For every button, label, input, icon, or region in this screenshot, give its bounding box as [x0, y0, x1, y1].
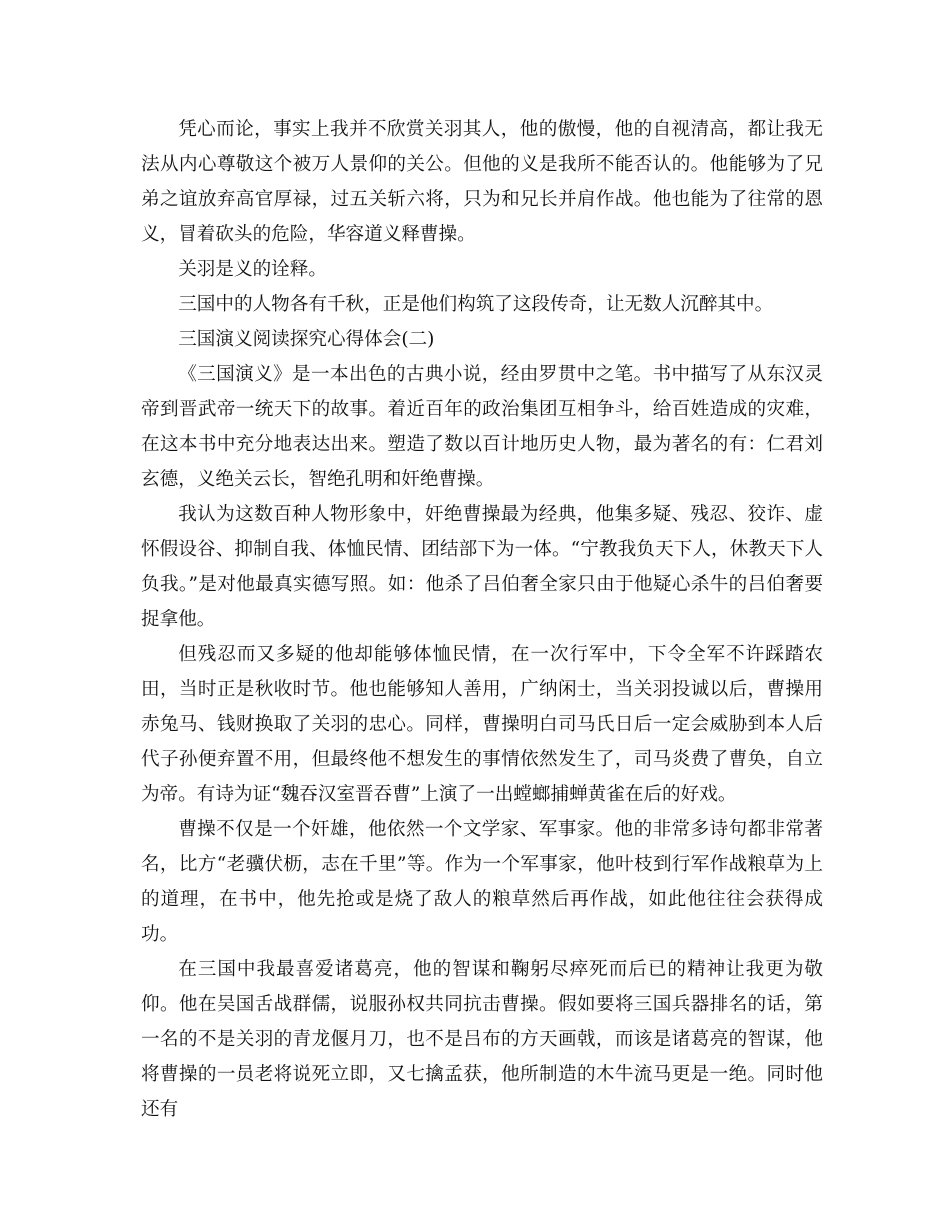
document-body: [141, 112, 823, 1127]
section-heading: 三国演义阅读探究心得体会(二): [178, 329, 435, 350]
paragraph: 在三国中我最喜爱诸葛亮，他的智谋和鞠躬尽瘁死而后已的精神让我更为敬仰。他在吴国舌战群儒，说服孙权共同抗击曹操。假如要将三国兵器排名的话，第一名的不是关羽的青龙偃月刀，也不是吕布的方天画戟，而该是诸葛亮的智谋，他将曹操的一员老将说死立即，又七擒孟获，他所制造的木牛流马更是一绝。同时他还有: [141, 959, 823, 1120]
paragraph: 凭心而论，事实上我并不欣赏关羽其人，他的傲慢，他的自视清高，都让我无法从内心尊敬这个被万人景仰的关公。但他的义是我所不能否认的。他能够为了兄弟之谊放弃高官厚禄，过五关斩六将，只为和兄长并肩作战。他也能为了往常的恩义，冒着砍头的危险，华容道义释曹操。: [141, 119, 823, 245]
paragraph: 《三国演义》是一本出色的古典小说，经由罗贯中之笔。书中描写了从东汉灵帝到晋武帝一统天下的故事。着近百年的政治集团互相争斗，给百姓造成的灾难，在这本书中充分地表达出来。塑造了数以百计地历史人物，最为著名的有：仁君刘玄德，义绝关云长，智绝孔明和奸绝曹操。: [141, 364, 823, 490]
paragraph: 三国中的人物各有千秋，正是他们构筑了这段传奇，让无数人沉醉其中。: [178, 294, 774, 315]
paragraph: 关羽是义的诠释。: [178, 259, 327, 280]
paragraph: 曹操不仅是一个奸雄，他依然一个文学家、军事家。他的非常多诗句都非常著名，比方“老骥伏枥，志在千里”等。作为一个军事家，他叶枝到行军作战粮草为上的道理，在书中，他先抢或是烧了敌人的粮草然后再作战，如此他往往会获得成功。: [141, 819, 823, 945]
paragraph: 但残忍而又多疑的他却能够体恤民情，在一次行军中，下令全军不许踩踏农田，当时正是秋收时节。他也能够知人善用，广纳闲士，当关羽投诚以后，曹操用赤兔马、钱财换取了关羽的忠心。同样，曹操明白司马氏日后一定会威胁到本人后代子孙便弃置不用，但最终他不想发生的事情依然发生了，司马炎费了曹奂，自立为帝。有诗为证“魏吞汉室晋吞曹”上演了一出螳螂捕蝉黄雀在后的好戏。: [141, 644, 823, 805]
paragraph: 我认为这数百种人物形象中，奸绝曹操最为经典，他集多疑、残忍、狡诈、虚怀假设谷、抑制自我、体恤民情、团结部下为一体。“宁教我负天下人，休教天下人负我。”是对他最真实德写照。如：他杀了吕伯奢全家只由于他疑心杀牛的吕伯奢要捉拿他。: [141, 504, 823, 630]
